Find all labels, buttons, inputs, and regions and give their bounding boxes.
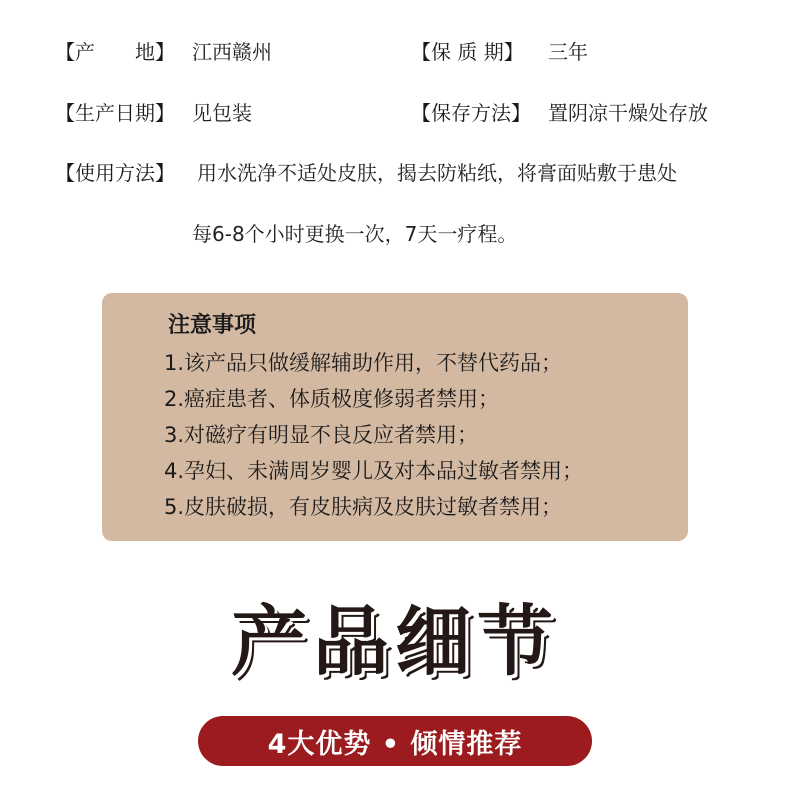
origin-value: 江西赣州 bbox=[192, 40, 272, 64]
notice-item: 4.孕妇、未满周岁婴儿及对本品过敏者禁用； bbox=[164, 459, 584, 483]
shelf-life-label: 【保 质 期】 bbox=[411, 40, 524, 64]
production-date-value: 见包装 bbox=[192, 101, 252, 125]
notice-item: 1.该产品只做缓解辅助作用，不替代药品； bbox=[164, 351, 563, 375]
origin-label: 【产 地】 bbox=[55, 40, 175, 64]
usage-label: 【使用方法】 bbox=[55, 161, 175, 185]
section-title: 产品细节 bbox=[231, 597, 559, 686]
usage-value-continued: 每6-8个小时更换一次，7天一疗程。 bbox=[192, 222, 518, 246]
notice-item: 2.癌症患者、体质极度修弱者禁用； bbox=[164, 387, 500, 411]
shelf-life-value: 三年 bbox=[548, 40, 588, 64]
notice-card bbox=[102, 293, 688, 541]
notice-item: 3.对磁疗有明显不良反应者禁用； bbox=[164, 423, 479, 447]
production-date-label: 【生产日期】 bbox=[55, 101, 175, 125]
notice-title: 注意事项 bbox=[168, 313, 257, 338]
usage-value: 用水洗净不适处皮肤，揭去防粘纸，将膏面贴敷于患处 bbox=[197, 161, 677, 185]
advantages-banner: 4大优势 • 倾情推荐 bbox=[198, 716, 592, 766]
notice-item: 5.皮肤破损，有皮肤病及皮肤过敏者禁用； bbox=[164, 495, 563, 519]
storage-value: 置阴凉干燥处存放 bbox=[548, 101, 708, 125]
storage-label: 【保存方法】 bbox=[411, 101, 531, 125]
cropped-row-top bbox=[55, 0, 755, 6]
